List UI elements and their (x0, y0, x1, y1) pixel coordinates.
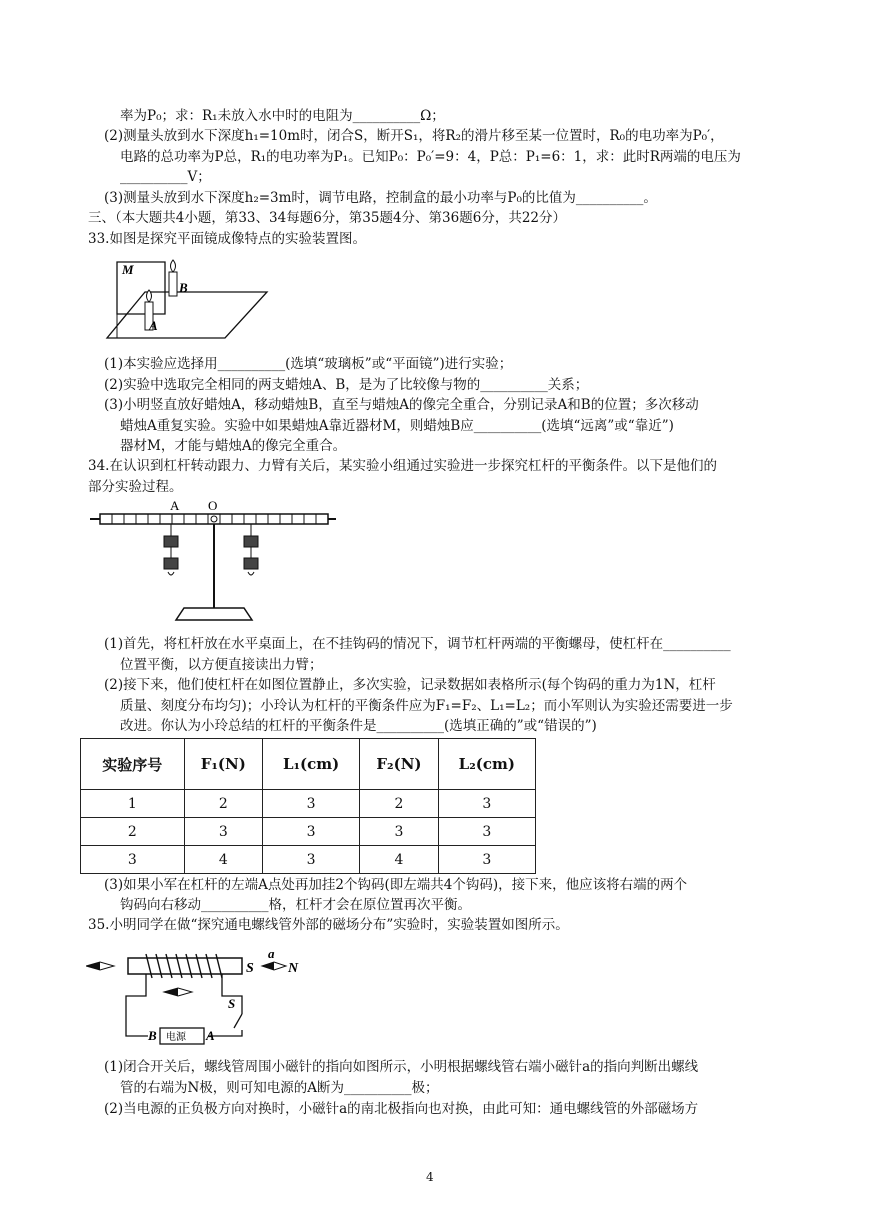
text-line: (2)实验中选取完全相同的两支蜡烛A、B，是为了比较像与物的__________关系； (104, 377, 589, 393)
text-line: (1)闭合开关后，螺线管周围小磁针的指向如图所示，小明根据螺线管右端小磁针a的指向判断出螺线 (104, 1059, 699, 1075)
table-row (81, 818, 536, 846)
text-line: 蜡烛A重复实验。实验中如果蜡烛A靠近器材M，则蜡烛B应__________(选填“远离”或“靠近”) (120, 418, 674, 434)
label-a-end: A (206, 1028, 215, 1043)
text-line: (3)测量头放到水下深度h₂=3m时，调节电路，控制盒的最小功率与P₀的比值为__________。 (104, 190, 657, 206)
text-line: (2)测量头放到水下深度h₁=10m时，闭合S，断开S₁，将R₂的滑片移至某一位置时，R₀的电功率为P₀′， (104, 128, 724, 144)
label-switch: S (228, 996, 236, 1011)
figure-35-solenoid (86, 944, 316, 1048)
label-o: O (208, 498, 218, 513)
table-cell: 3 (184, 818, 262, 846)
text-line: (1)本实验应选择用__________(选填“玻璃板”或“平面镜”)进行实验； (104, 356, 513, 372)
candle-b (169, 272, 177, 296)
label-s: S (246, 961, 254, 976)
label-n: N (288, 961, 299, 976)
label-a: A (149, 318, 158, 333)
table-cell: 3 (262, 818, 359, 846)
table-cell: 3 (81, 846, 185, 874)
text-line: (1)首先，将杠杆放在水平桌面上，在不挂钩码的情况下，调节杠杆两端的平衡螺母，使杠杆在__________ (104, 636, 731, 652)
table-cell: 4 (360, 846, 438, 874)
text-line: 33.如图是探究平面镜成像特点的实验装置图。 (88, 231, 366, 247)
text-line: (3)小明竖直放好蜡烛A，移动蜡烛B，直至与蜡烛A的像完全重合，分别记录A和B的位置；多次移动 (104, 397, 699, 413)
table-header: F₁(N) (184, 739, 262, 790)
table-cell: 3 (360, 818, 438, 846)
label-a: a (268, 946, 275, 961)
lever-data-table (80, 738, 536, 874)
table-row (81, 790, 536, 818)
table-cell: 2 (184, 790, 262, 818)
text-line: 三、（本大题共4小题，第33、34每题6分，第35题4分、第36题6分，共22分） (88, 210, 566, 226)
label-b: B (148, 1028, 157, 1043)
text-line: 管的右端为N极，则可知电源的A断为__________极； (120, 1080, 439, 1096)
table-cell: 2 (81, 818, 185, 846)
text-line: 率为P₀；求：R₁未放入水中时的电阻为__________Ω； (120, 108, 445, 124)
text-line: (2)接下来，他们使杠杆在如图位置静止，多次实验，记录数据如表格所示(每个钩码的重力为1N，杠杆 (104, 677, 716, 693)
table-cell: 4 (184, 846, 262, 874)
text-line: 质量、刻度分布均匀)；小玲认为杠杆的平衡条件应为F₁=F₂、L₁=L₂；而小军则认为实验还需要进一步 (120, 698, 733, 714)
table-cell: 2 (360, 790, 438, 818)
table-cell: 3 (262, 846, 359, 874)
text-line: 35.小明同学在做“探究通电螺线管外部的磁场分布”实验时，实验装置如图所示。 (88, 917, 569, 933)
table-header: L₁(cm) (262, 739, 359, 790)
text-line: (3)如果小军在杠杆的左端A点处再加挂2个钩码(即左端共4个钩码)，接下来，他应该将右端的两个 (104, 877, 688, 893)
text-line: __________V； (120, 169, 211, 185)
text-line: (2)当电源的正负极方向对换时，小磁针a的南北极指向也对换，由此可知：通电螺线管的外部磁场方 (104, 1101, 699, 1117)
label-b: B (179, 280, 188, 295)
table-cell: 3 (438, 818, 535, 846)
table-header: F₂(N) (360, 739, 438, 790)
text-line: 改进。你认为小玲总结的杠杆的平衡条件是__________(选填正确的”或“错误的”) (120, 718, 597, 734)
table-header: 实验序号 (81, 739, 185, 790)
text-line: 器材M，才能与蜡烛A的像完全重合。 (120, 438, 347, 454)
table-cell: 1 (81, 790, 185, 818)
power-label: 电源 (166, 1032, 186, 1043)
table-row (81, 846, 536, 874)
label-m: M (122, 262, 134, 277)
figure-34-lever (88, 498, 338, 628)
label-a: A (170, 498, 180, 513)
text-line: 电路的总功率为P总，R₁的电功率为P₁。已知P₀：P₀′=9：4，P总：P₁=6：1，求：此时R两端的电压为 (120, 149, 741, 165)
text-line: 钩码向右移动__________格，杠杆才会在原位置再次平衡。 (120, 897, 471, 913)
figure-33-plane-mirror (105, 252, 275, 344)
text-line: 位置平衡，以方便直接读出力臂； (120, 657, 323, 673)
table-header: L₂(cm) (438, 739, 535, 790)
page-number: 4 (426, 1170, 434, 1184)
table-cell: 3 (262, 790, 359, 818)
text-line: 部分实验过程。 (88, 479, 183, 495)
table-cell: 3 (438, 790, 535, 818)
table-cell: 3 (438, 846, 535, 874)
text-line: 34.在认识到杠杆转动跟力、力臂有关后，某实验小组通过实验进一步探究杠杆的平衡条件。以下是他们的 (88, 458, 717, 474)
table-header-row (81, 739, 536, 790)
